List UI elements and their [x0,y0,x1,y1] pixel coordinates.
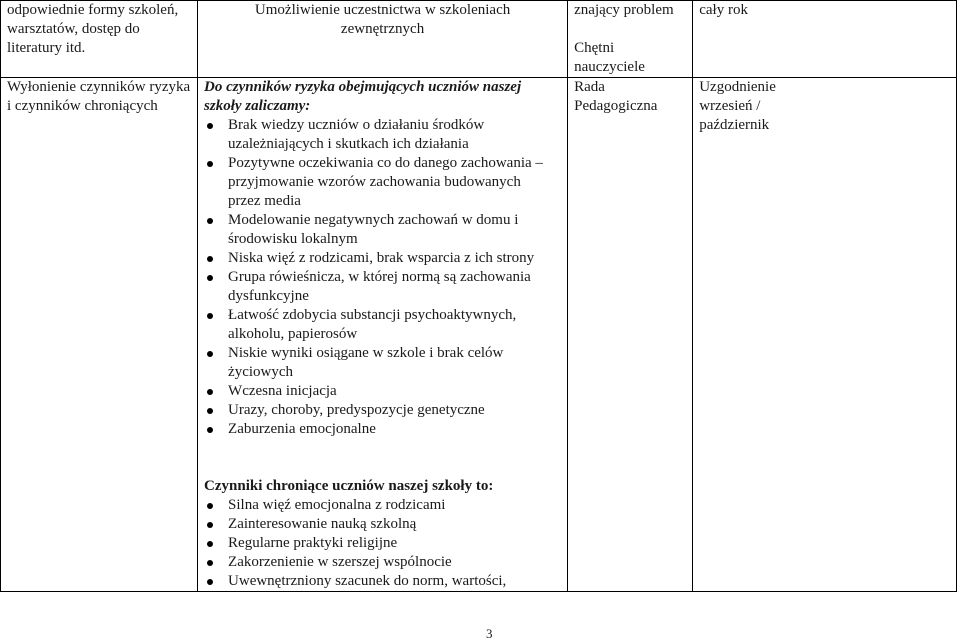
responsible-line: Chętni [574,40,615,56]
forms-cell [1,1,198,78]
list-item [204,306,561,344]
bullet-icon [207,123,213,129]
list-item [204,382,561,401]
term-line: październik [699,117,770,133]
bullet-icon [207,389,213,395]
item-line: Silna więź emocjonalna z rodzicami [228,497,446,513]
protective-heading: Czynniki chroniące uczniów naszej szkoły to: [204,478,494,494]
item-line: Modelowanie negatywnych zachowań w domu i [228,212,519,228]
list-item [204,496,561,515]
responsible-cell [568,78,693,592]
term-line: Uzgodnienie [699,79,776,95]
bullet-icon [207,313,213,319]
item-line: Pozytywne oczekiwania co do danego zachowania – [228,155,543,171]
list-item [204,401,561,420]
table-row [1,78,957,592]
forms-line: literatury itd. [7,40,86,56]
bullet-icon [207,522,213,528]
training-cell [198,1,568,78]
bullet-icon [207,541,213,547]
item-line: Zainteresowanie nauką szkolną [228,516,417,532]
list-item [204,211,561,249]
bullet-icon [207,503,213,509]
risk-heading: szkoły zaliczamy: [204,98,311,114]
task-line: i czynników chroniących [7,98,158,114]
task-cell [1,78,198,592]
list-item [204,344,561,382]
responsible-cell [568,1,693,78]
item-line: Łatwość zdobycia substancji psychoaktywnych, [228,307,517,323]
item-line: Zaburzenia emocjonalne [228,421,376,437]
responsible-line: znający problem [574,2,674,18]
training-line: Umożliwienie uczestnictwa w szkoleniach [254,2,511,18]
training-line: zewnętrznych [340,21,425,37]
bullet-icon [207,351,213,357]
term-line: wrzesień / [699,98,761,114]
forms-line: odpowiednie formy szkoleń, [7,2,179,18]
item-line: Niskie wyniki osiągane w szkole i brak celów [228,345,504,361]
factors-cell [198,78,568,592]
page-number: 3 [486,626,493,641]
bullet-icon [207,256,213,262]
item-line: Grupa rówieśnicza, w której normą są zachowania [228,269,531,285]
item-line: dysfunkcyjne [228,288,309,304]
protective-factor-list [204,496,561,591]
item-line: Niska więź z rodzicami, brak wsparcia z ich strony [228,250,535,266]
item-line: życiowych [228,364,294,380]
task-line: Wyłonienie czynników ryzyka [7,79,191,95]
risk-factor-list [204,116,561,439]
list-item [204,249,561,268]
bullet-icon [207,218,213,224]
list-item [204,572,561,591]
item-line: Zakorzenienie w szerszej wspólnocie [228,554,452,570]
bullet-icon [207,275,213,281]
risk-heading: Do czynników ryzyka obejmujących uczniów naszej [204,79,522,95]
list-item [204,268,561,306]
item-line: środowisku lokalnym [228,231,358,247]
item-line: Wczesna inicjacja [228,383,337,399]
list-item [204,534,561,553]
term-text: cały rok [699,2,748,18]
bullet-icon [207,408,213,414]
list-item [204,116,561,154]
bullet-icon [207,161,213,167]
bullet-icon [207,427,213,433]
item-line: alkoholu, papierosów [228,326,358,342]
term-cell [693,78,957,592]
responsible-line: nauczyciele [574,59,645,75]
list-item [204,154,561,211]
item-line: Regularne praktyki religijne [228,535,398,551]
list-item [204,420,561,439]
item-line: przez media [228,193,301,209]
item-line: uzależniających i skutkach ich działania [228,136,469,152]
item-line: przyjmowanie wzorów zachowania budowanych [228,174,521,190]
responsible-line: Rada [574,79,605,95]
forms-line: warsztatów, dostęp do [7,21,140,37]
item-line: Urazy, choroby, predyspozycje genetyczne [228,402,485,418]
item-line: Brak wiedzy uczniów o działaniu środków [228,117,485,133]
table-row [1,1,957,78]
bullet-icon [207,560,213,566]
responsible-line: Pedagogiczna [574,98,658,114]
bullet-icon [207,579,213,585]
list-item [204,515,561,534]
term-cell [693,1,957,78]
list-item [204,553,561,572]
item-line: Uwewnętrzniony szacunek do norm, wartości, [228,573,507,589]
